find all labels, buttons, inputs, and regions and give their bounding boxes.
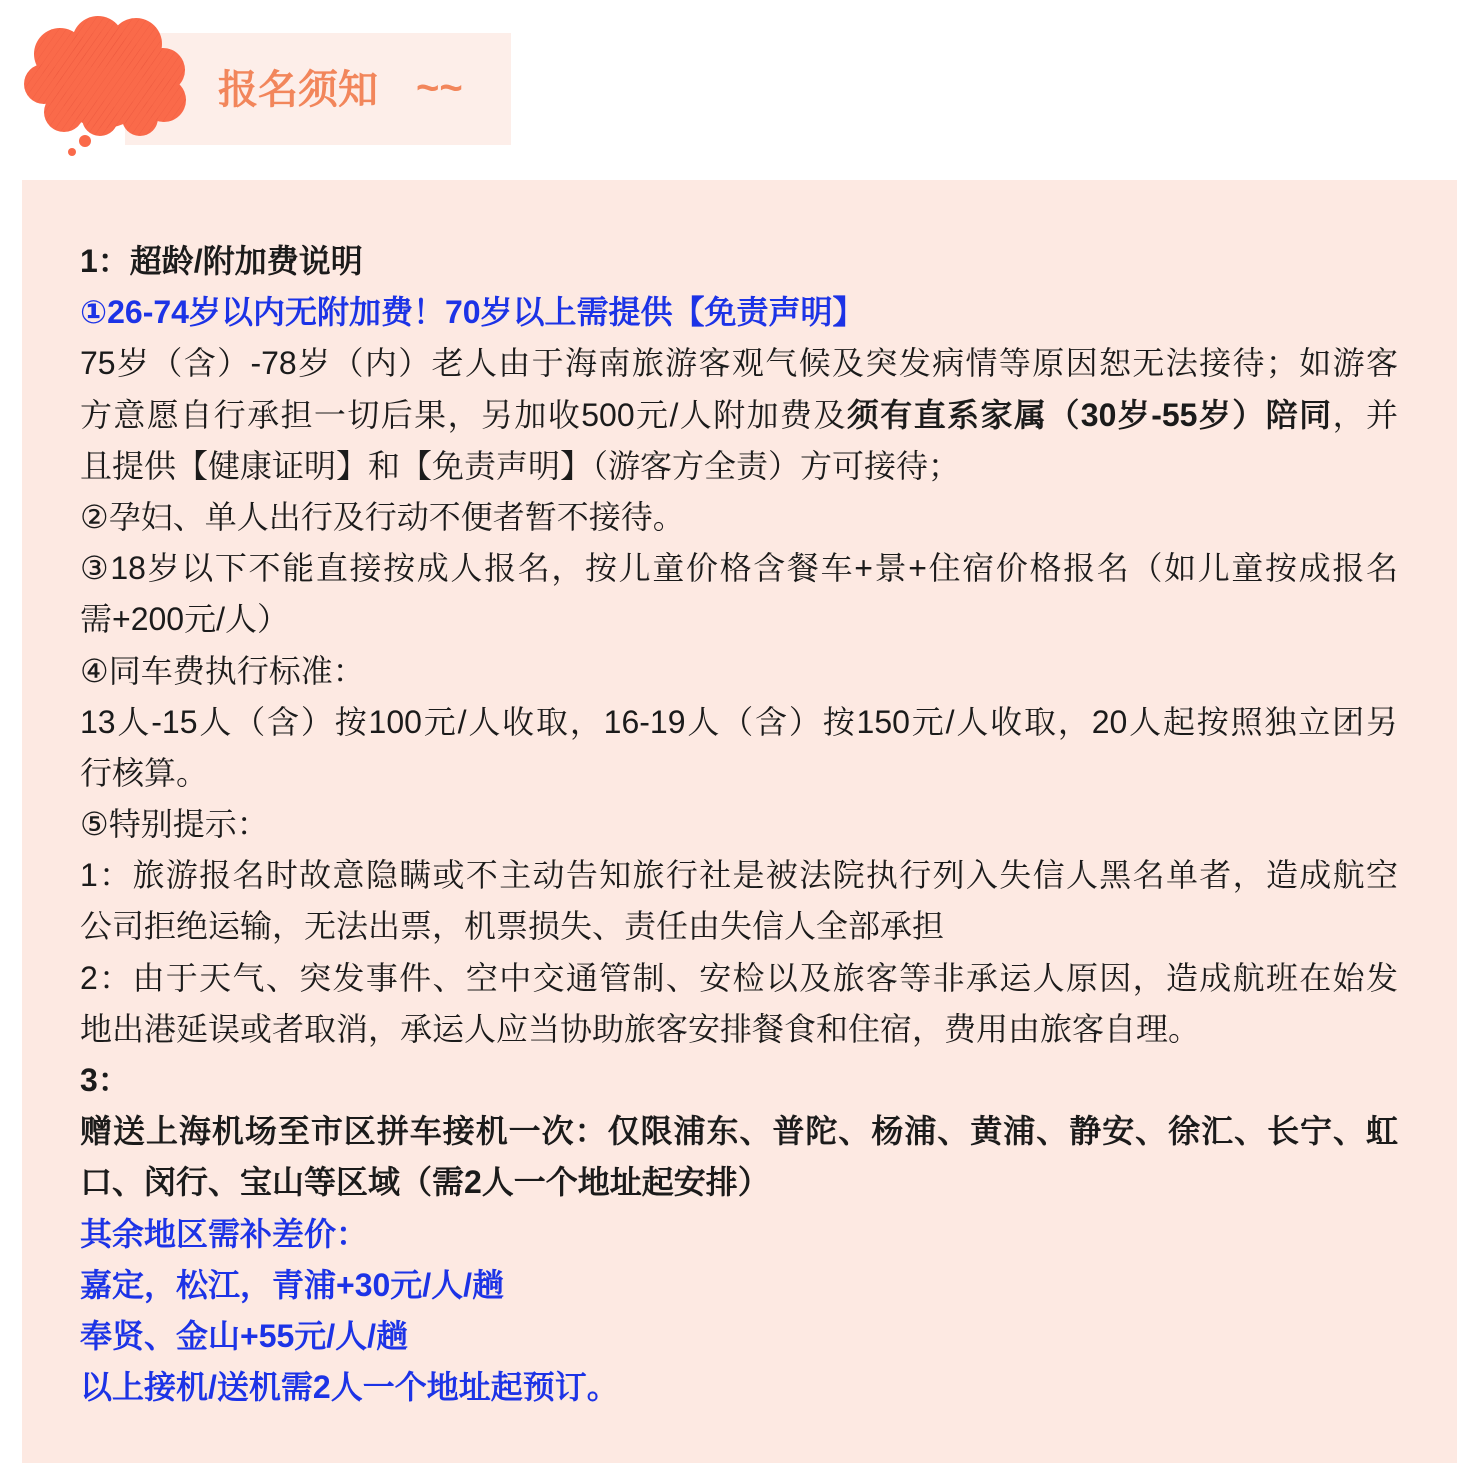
shared-car-line: 13人-15人（含）按100元/人收取，16-19人（含）按150元/人收取，20人起按照独立团另: [80, 703, 1398, 740]
senior-policy-line: [80, 390, 1398, 441]
section-heading-surcharge: 1：超龄/附加费说明: [80, 243, 363, 279]
senior-policy-text: 方意愿自行承担一切后果，另加收500元/人附加费及: [80, 396, 847, 433]
age-surcharge-highlight: ①26-74岁以内无附加费！70岁以上需提供【免责声明】: [80, 294, 865, 331]
shared-car-heading: ④同车费执行标准：: [80, 652, 365, 689]
extra-fee-line: 奉贤、金山+55元/人/趟: [80, 1317, 409, 1354]
special-notice-line: 1：旅游报名时故意隐瞒或不主动告知旅行社是被法院执行列入失信人黑名单者，造成航空: [80, 857, 1398, 894]
special-notice-line: 地出港延误或者取消，承运人应当协助旅客安排餐食和住宿，费用由旅客自理。: [80, 1010, 1201, 1047]
senior-policy-line: 且提供【健康证明】和【免责声明】（游客方全责）方可接待；: [80, 447, 961, 484]
minor-policy-line: 需+200元/人）: [80, 601, 289, 638]
special-notice-heading: ⑤特别提示：: [80, 806, 269, 843]
header-title: 报名须知: [218, 68, 378, 112]
free-pickup-line: 赠送上海机场至市区拼车接机一次：仅限浦东、普陀、杨浦、黄浦、静安、徐汇、长宁、虹: [80, 1113, 1398, 1150]
minor-policy-line: ③18岁以下不能直接按成人报名，按儿童价格含餐车+景+住宿价格报名（如儿童按成报名: [80, 550, 1398, 587]
notice-panel: [22, 180, 1457, 1463]
special-notice-line: 公司拒绝运输，无法出票，机票损失、责任由失信人全部承担: [80, 908, 945, 945]
header-tilde-decoration: ~~: [416, 66, 463, 110]
free-pickup-line: 口、闵行、宝山等区域（需2人一个地址起安排）: [80, 1164, 770, 1201]
pregnant-policy-line: ②孕妇、单人出行及行动不便者暂不接待。: [80, 498, 685, 535]
shared-car-line: 行核算。: [80, 754, 209, 791]
cloud-icon: [18, 14, 188, 162]
special-notice-line: 2：由于天气、突发事件、空中交通管制、安检以及旅客等非承运人原因，造成航班在始发: [80, 959, 1398, 996]
senior-policy-line: 75岁（含）-78岁（内）老人由于海南旅游客观气候及突发病情等原因恕无法接待；如游客: [80, 345, 1398, 382]
extra-fee-line: 嘉定，松江，青浦+30元/人/趟: [80, 1266, 505, 1303]
extra-fee-heading: 其余地区需补差价：: [80, 1215, 369, 1252]
booking-note: 以上接机/送机需2人一个地址起预订。: [80, 1369, 619, 1406]
senior-policy-text: ，并: [1332, 396, 1398, 433]
section-heading-pickup: 3：: [80, 1062, 130, 1098]
companion-requirement: 须有直系家属（30岁-55岁）陪同: [846, 396, 1333, 433]
